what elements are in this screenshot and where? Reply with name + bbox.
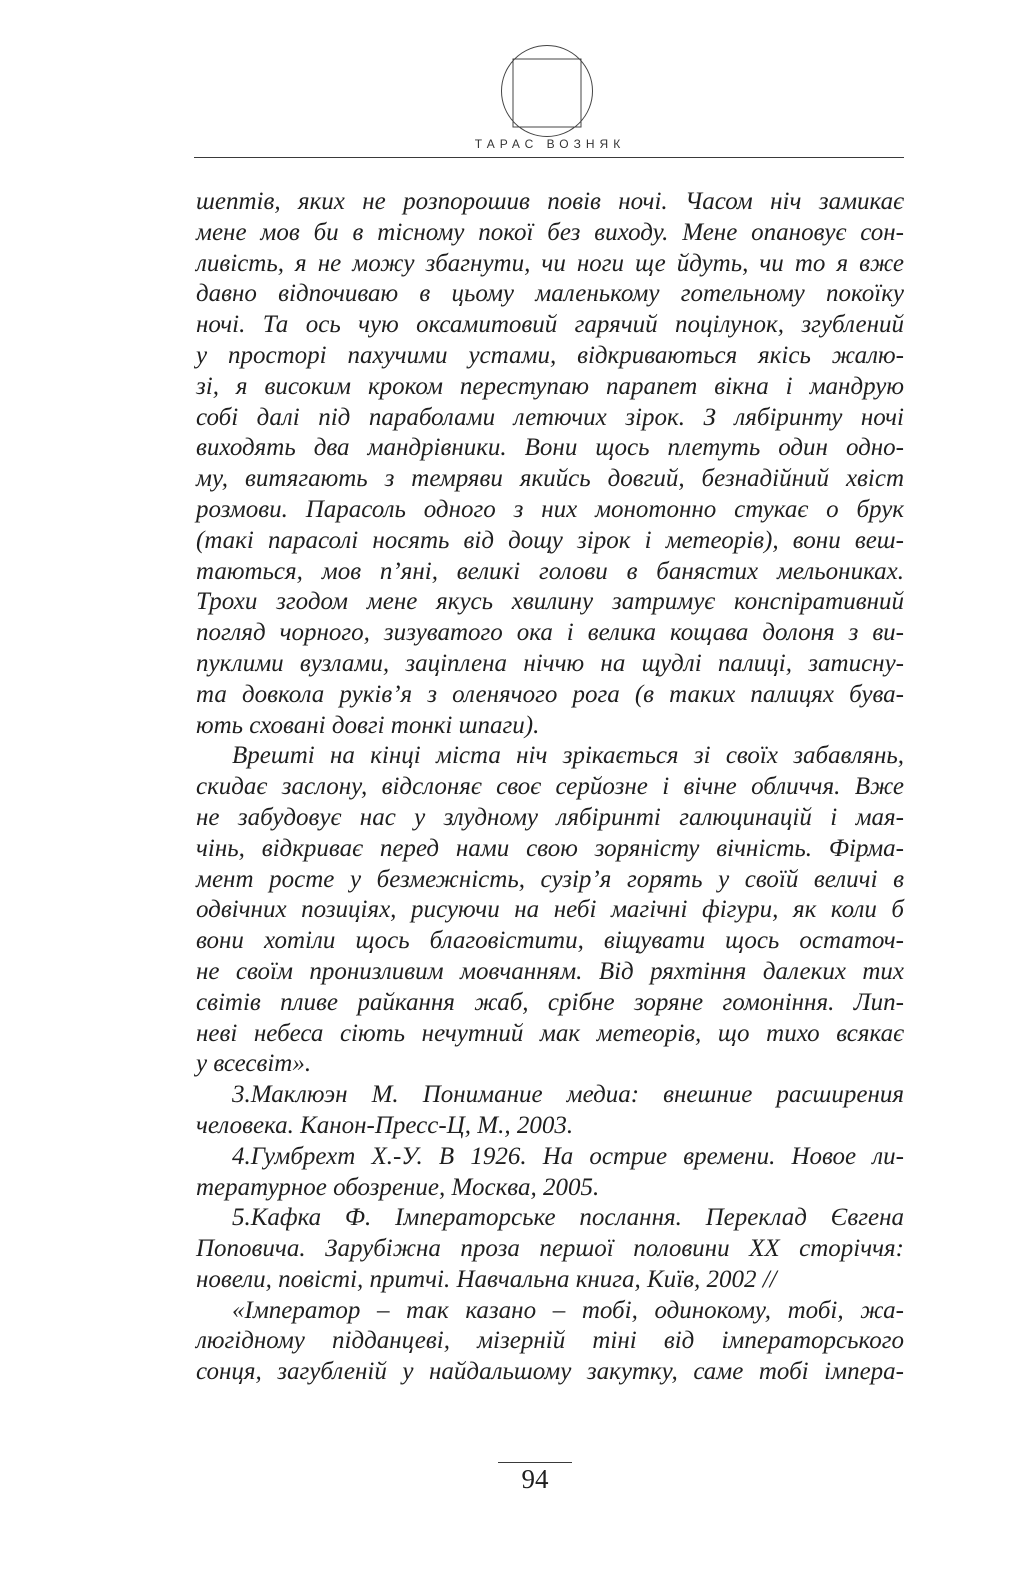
body-text (196, 187, 904, 1388)
text-line: одвічних позиціях, рисуючи на небі магічні фігури, як коли б (196, 896, 904, 924)
text-line: мене мов би в тісному покої без виходу. Мене опановує сон- (196, 218, 904, 246)
text-line: Поповича. Зарубіжна проза першої половини ХХ сторіччя: (196, 1235, 904, 1263)
text-line: давно відпочиваю в цьому маленькому готельному покоїку (196, 280, 904, 308)
text-line: виходять два мандрівники. Вони щось плетуть один одно- (196, 434, 904, 462)
text-line: сонця, загубленій у найдальшому закутку, саме тобі імпера- (196, 1358, 904, 1386)
text-line: не своїм пронизливим мовчанням. Від ряхтіння далеких тих (196, 957, 904, 985)
text-line: (такі парасолі носять від дощу зірок і метеорів), вони веш- (196, 526, 904, 554)
page-number-rule (498, 1462, 572, 1463)
text-line: люгідному підданцеві, мізерній тіні від імператорського (196, 1327, 904, 1355)
text-line: чінь, відкриває перед нами свою зоряністу вічність. Фірма- (196, 834, 904, 862)
text-line: зі, я високим кроком переступаю парапет вікна і мандрую (196, 372, 904, 400)
text-line: та довкола руків’я з оленячого рога (в таких палицях бува- (196, 680, 904, 708)
circle-square-emblem-icon (500, 44, 594, 138)
text-line: Трохи згодом мене якусь хвилину затримує конспіративний (196, 588, 904, 616)
text-line: ночі. Та ось чую оксамитовий гарячий поцілунок, згублений (196, 311, 904, 339)
text-line: розмови. Парасоль одного з них монотонно стукає о брук (196, 495, 904, 523)
header-rule (194, 157, 904, 158)
text-line: пуклими вузлами, заціплена ніччю на щудлі палиці, затисну- (196, 649, 904, 677)
text-line: світів пливе райкання жаб, срібне зоряне гомоніння. Лип- (196, 988, 904, 1016)
text-line: му, витягають з темряви якийсь довгий, безнадійний хвіст (196, 465, 904, 493)
text-line: у просторі пахучими устами, відкриваються якісь жалю- (196, 341, 904, 369)
text-line: вони хотіли щось благовістити, віщувати щось остаточ- (196, 927, 904, 955)
text-line: ливість, я не можу збагнути, чи ноги ще йдуть, чи то я вже (196, 249, 904, 277)
text-line: мент росте у безмежність, сузір’я горять у своїй величі в (196, 865, 904, 893)
text-line: 4.Гумбрехт Х.-У. В 1926. На острие времени. Новое ли- (232, 1142, 904, 1170)
text-line: тературное обозрение, Москва, 2005. (196, 1173, 600, 1201)
text-line: собі далі під параболами летючих зірок. З лябіринту ночі (196, 403, 904, 431)
page-number: 94 (521, 1464, 549, 1494)
text-line: новели, повісті, притчі. Навчальна книга, Київ, 2002 // (196, 1265, 777, 1293)
text-line: Врешті на кінці міста ніч зрікається зі своїх забавлянь, (232, 742, 904, 770)
text-line: таються, мов п’яні, великі голови в банястих мельониках. (196, 557, 904, 585)
text-line: неві небеса сіють нечутний мак метеорів, що тихо всякає (196, 1019, 904, 1047)
text-line: погляд чорного, зизуватого ока і велика кощава долоня з ви- (196, 619, 904, 647)
text-line: не забудовує нас у злудному лябіринті галюцинацій і мая- (196, 803, 904, 831)
text-line: у всесвіт». (196, 1050, 312, 1078)
text-line: человека. Канон-Пресс-Ц, М., 2003. (196, 1111, 574, 1139)
text-line: шептів, яких не розпорошив повів ночі. Часом ніч замикає (196, 188, 904, 215)
running-header-author: ТАРАС ВОЗНЯК (474, 137, 626, 151)
text-line: ють сховані довгі тонкі шпаги). (196, 711, 540, 739)
text-line: 5.Кафка Ф. Імператорське послання. Переклад Євгена (232, 1204, 904, 1232)
text-line: скидає заслону, відслоняє своє серйозне і вічне обличчя. Вже (196, 773, 904, 801)
text-line: «Імператор – так казано – тобі, одинокому, тобі, жа- (232, 1296, 904, 1324)
text-line: 3.Маклюэн М. Понимание медиа: внешние расширения (232, 1081, 904, 1109)
